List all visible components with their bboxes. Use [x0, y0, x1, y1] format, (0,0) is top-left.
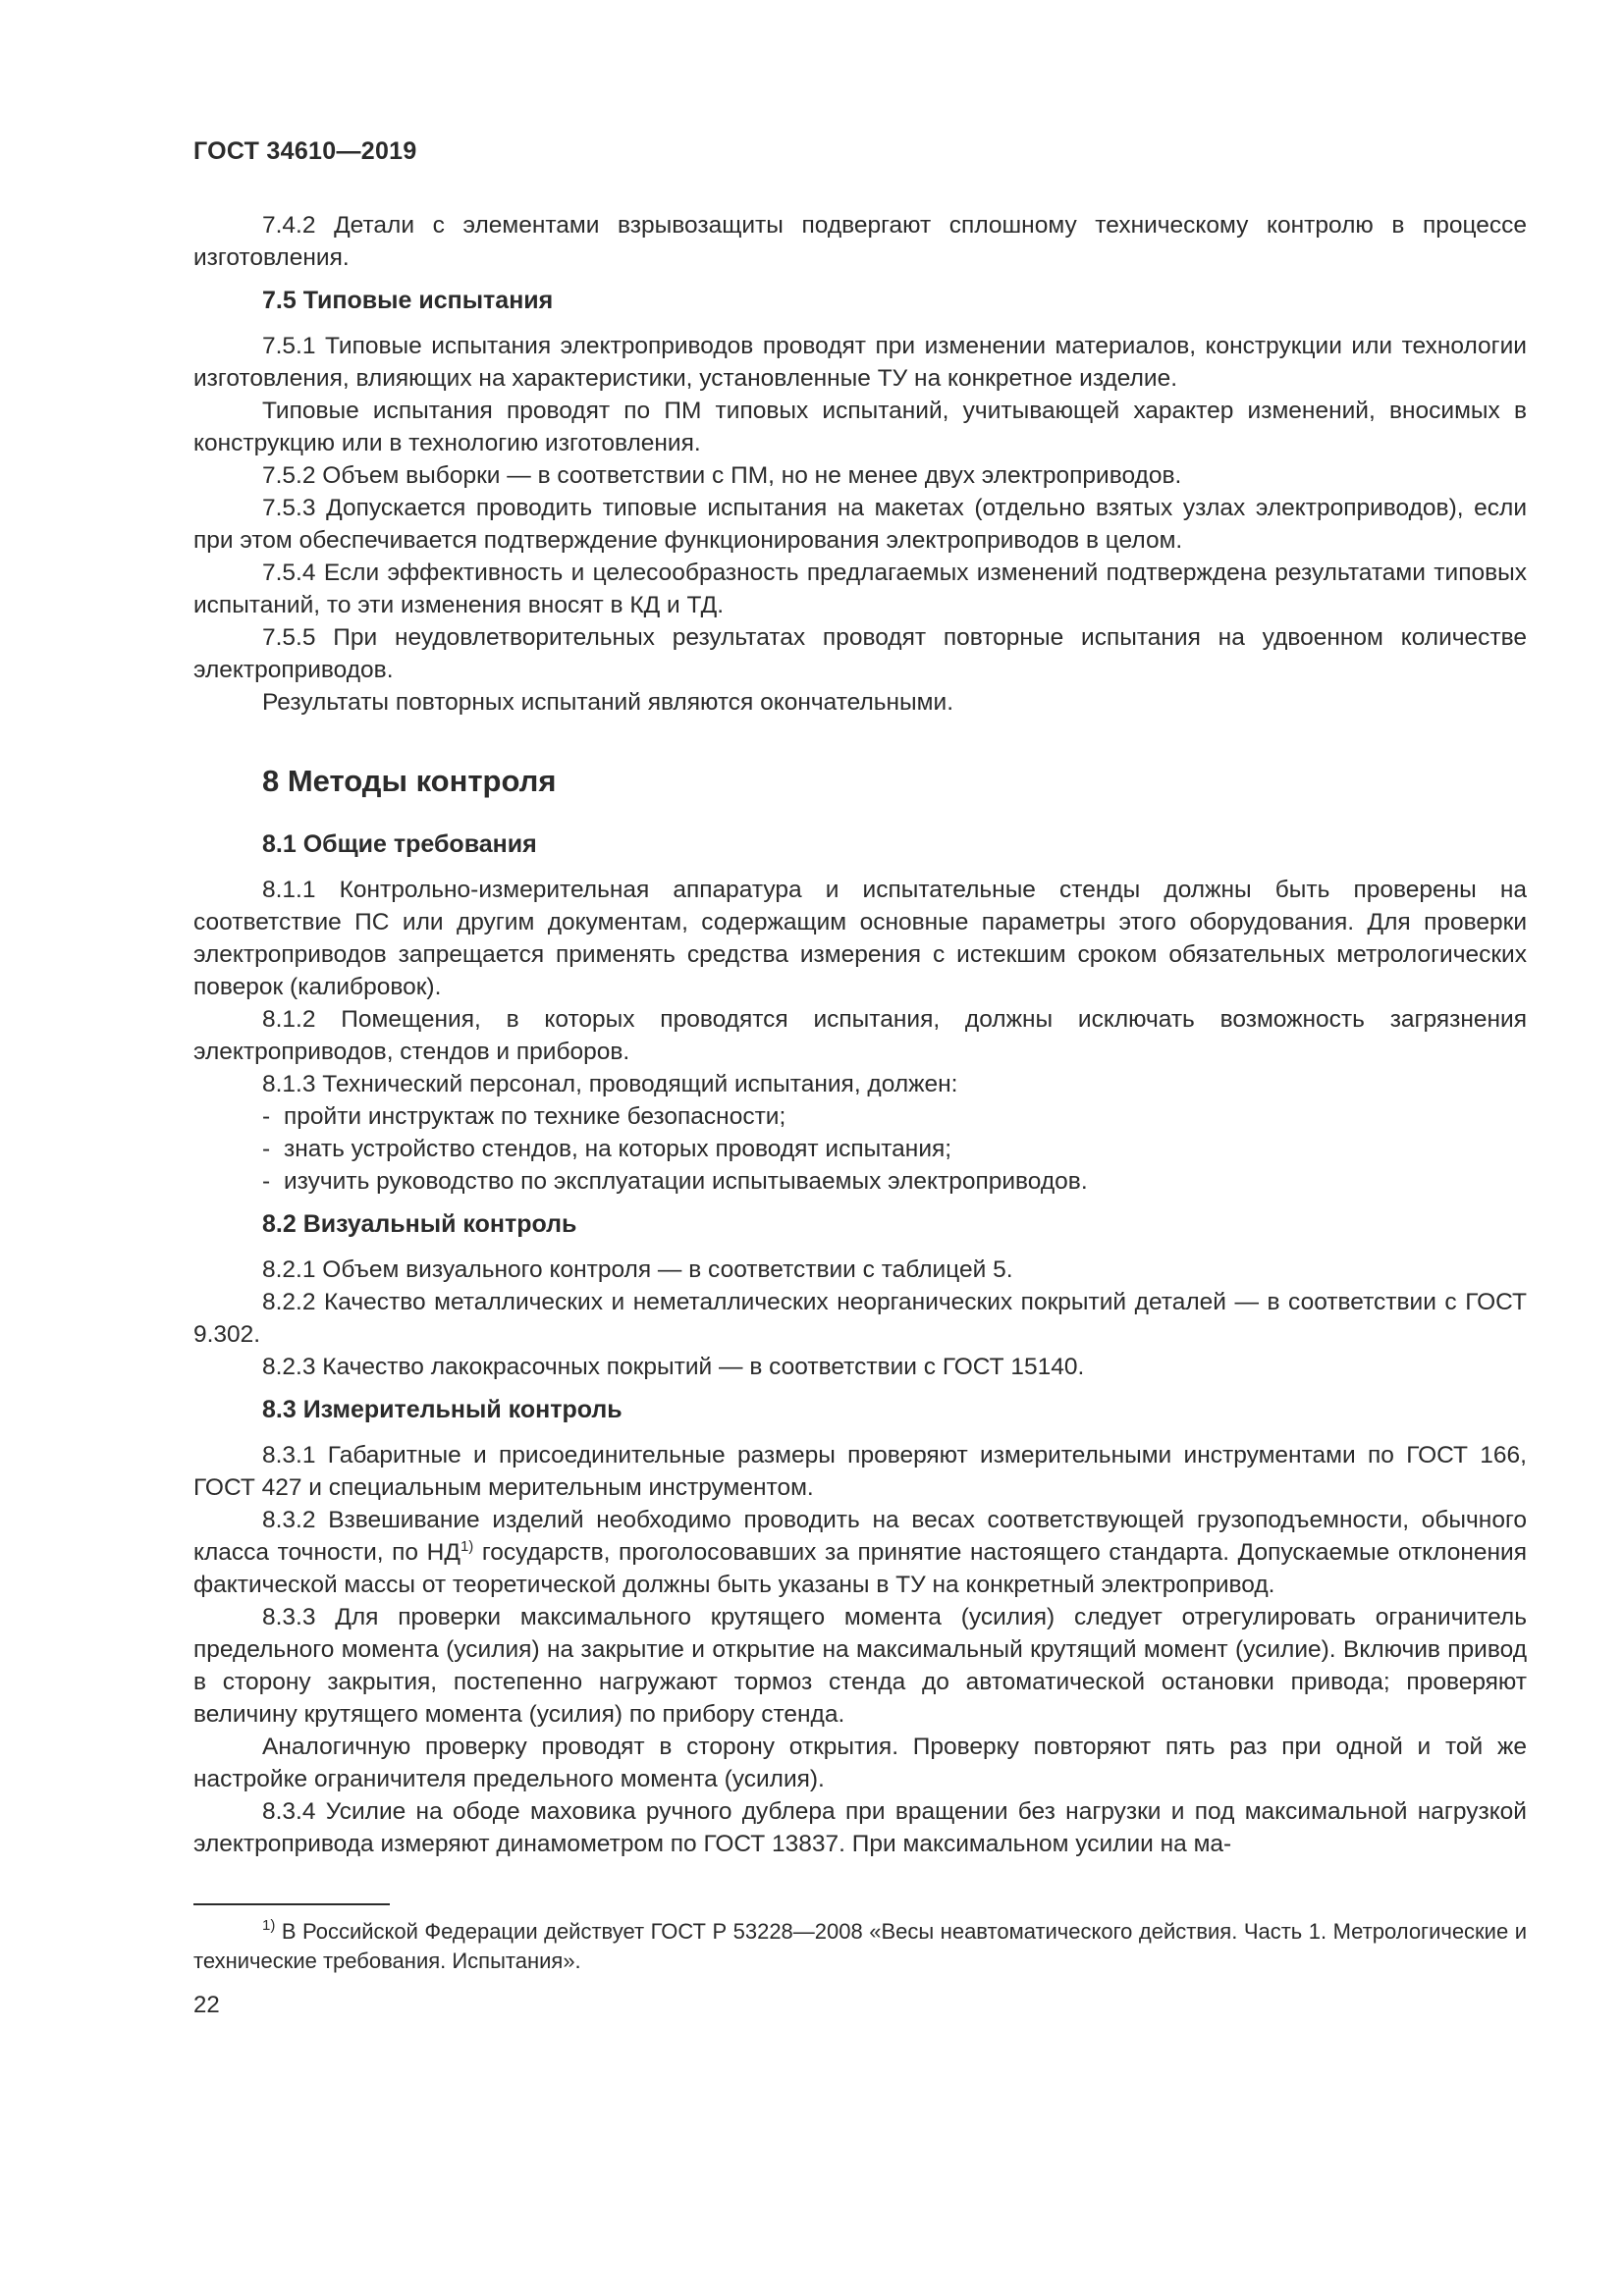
paragraph-7-4-2: 7.4.2 Детали с элементами взрывозащиты подвергают сплошному техническому контролю в процессе изготовления.: [193, 212, 1527, 271]
chapter-heading-8: 8 Методы контроля: [262, 764, 557, 798]
list-item: - пройти инструктаж по технике безопасности;: [193, 1100, 1527, 1133]
document-header: ГОСТ 34610—2019: [193, 137, 417, 165]
paragraph-7-5-4: 7.5.4 Если эффективность и целесообразность предлагаемых изменений подтверждена результатами типовых испытаний, то эти изменения вносят в КД и ТД.: [193, 560, 1527, 618]
paragraph-8-3-2: 8.3.2 Взвешивание изделий необходимо проводить на весах соответствующей грузоподъемности, обычного класса точности, по НД$^{1)}$ государств, проголосовавших за принятие настоящего стандарта. Допускаемые отклонения фактической массы от теоретической должны быть указаны в ТУ на конкретный электропривод.: [193, 1507, 1527, 1598]
section-heading-8-2: 8.2 Визуальный контроль: [262, 1210, 577, 1238]
page-number: 22: [193, 1992, 220, 2018]
footnote-divider: [193, 1903, 390, 1905]
paragraph-8-3-1: 8.3.1 Габаритные и присоединительные размеры проверяют измерительными инструментами по ГОСТ 166, ГОСТ 427 и специальным мерительным инструментом.: [193, 1442, 1527, 1501]
footnote: $^{1)}$ В Российской Федерации действует ГОСТ Р 53228—2008 «Весы неавтоматического действия. Часть 1. Метрологические и технические требования. Испытания».: [193, 1917, 1527, 1973]
section-heading-8-1: 8.1 Общие требования: [262, 830, 537, 858]
paragraph-8-3-3: 8.3.3 Для проверки максимального крутящего момента (усилия) следует отрегулировать ограничитель предельного момента (усилия) на закрытие и открытие на максимальный крутящий момент (усилие). Включив привод в сторону закрытия, постепенно нагружают тормоз стенда до автоматической остановки привода; проверяют величину крутящего момента (усилия) по прибору стенда.: [193, 1604, 1527, 1728]
list-dash: -: [262, 1136, 271, 1162]
paragraph-7-5-1: 7.5.1 Типовые испытания электроприводов проводят при изменении материалов, конструкции или технологии изготовления, влияющих на характеристики, установленные ТУ на конкретное изделие.: [193, 333, 1527, 392]
footnote-mark: 1): [262, 1917, 276, 1934]
paragraph-7-5-5: 7.5.5 При неудовлетворительных результатах проводят повторные испытания на удвоенном количестве электроприводов.: [193, 624, 1527, 683]
list-dash: -: [262, 1103, 271, 1130]
paragraph-8-1-3: 8.1.3 Технический персонал, проводящий испытания, должен:: [262, 1071, 958, 1097]
paragraph-8-1-2: 8.1.2 Помещения, в которых проводятся испытания, должны исключать возможность загрязнения электроприводов, стендов и приборов.: [193, 1006, 1527, 1065]
list-item: - изучить руководство по эксплуатации испытываемых электроприводов.: [193, 1165, 1527, 1198]
requirements-list: [193, 1100, 1527, 1198]
paragraph-7-5-5-continued: Результаты повторных испытаний являются окончательными.: [262, 689, 954, 716]
footnote-reference: 1): [460, 1538, 474, 1555]
list-dash: -: [262, 1168, 271, 1195]
paragraph-8-2-3: 8.2.3 Качество лакокрасочных покрытий — в соответствии с ГОСТ 15140.: [262, 1354, 1085, 1380]
section-heading-8-3: 8.3 Измерительный контроль: [262, 1396, 623, 1423]
document-page: [193, 137, 1527, 2019]
paragraph-7-5-3: 7.5.3 Допускается проводить типовые испытания на макетах (отдельно взятых узлах электроприводов), если при этом обеспечивается подтверждение функционирования электроприводов в целом.: [193, 495, 1527, 554]
paragraph-8-2-1: 8.2.1 Объем визуального контроля — в соответствии с таблицей 5.: [262, 1256, 1013, 1283]
paragraph-8-3-4: 8.3.4 Усилие на ободе маховика ручного дублера при вращении без нагрузки и под максимальной нагрузкой электропривода измеряют динамометром по ГОСТ 13837. При максимальном усилии на ма-: [193, 1798, 1527, 1857]
paragraph-8-1-1: 8.1.1 Контрольно-измерительная аппаратура и испытательные стенды должны быть проверены на соответствие ПС или другим документам, содержащим основные параметры этого оборудования. Для проверки электроприводов запрещается применять средства измерения с истекшим сроком обязательных метрологических поверок (калибровок).: [193, 877, 1527, 1000]
paragraph-7-5-2: 7.5.2 Объем выборки — в соответствии с ПМ, но не менее двух электроприводов.: [262, 462, 1182, 489]
paragraph-8-2-2: 8.2.2 Качество металлических и неметаллических неорганических покрытий деталей — в соответствии с ГОСТ 9.302.: [193, 1289, 1527, 1348]
list-item: - знать устройство стендов, на которых проводят испытания;: [193, 1133, 1527, 1165]
section-heading-7-5: 7.5 Типовые испытания: [262, 287, 554, 314]
paragraph-7-5-1-continued: Типовые испытания проводят по ПМ типовых испытаний, учитывающей характер изменений, вносимых в конструкцию или в технологию изготовления.: [193, 398, 1527, 456]
paragraph-8-3-3-continued: Аналогичную проверку проводят в сторону открытия. Проверку повторяют пять раз при одной и той же настройке ограничителя предельного момента (усилия).: [193, 1734, 1527, 1792]
